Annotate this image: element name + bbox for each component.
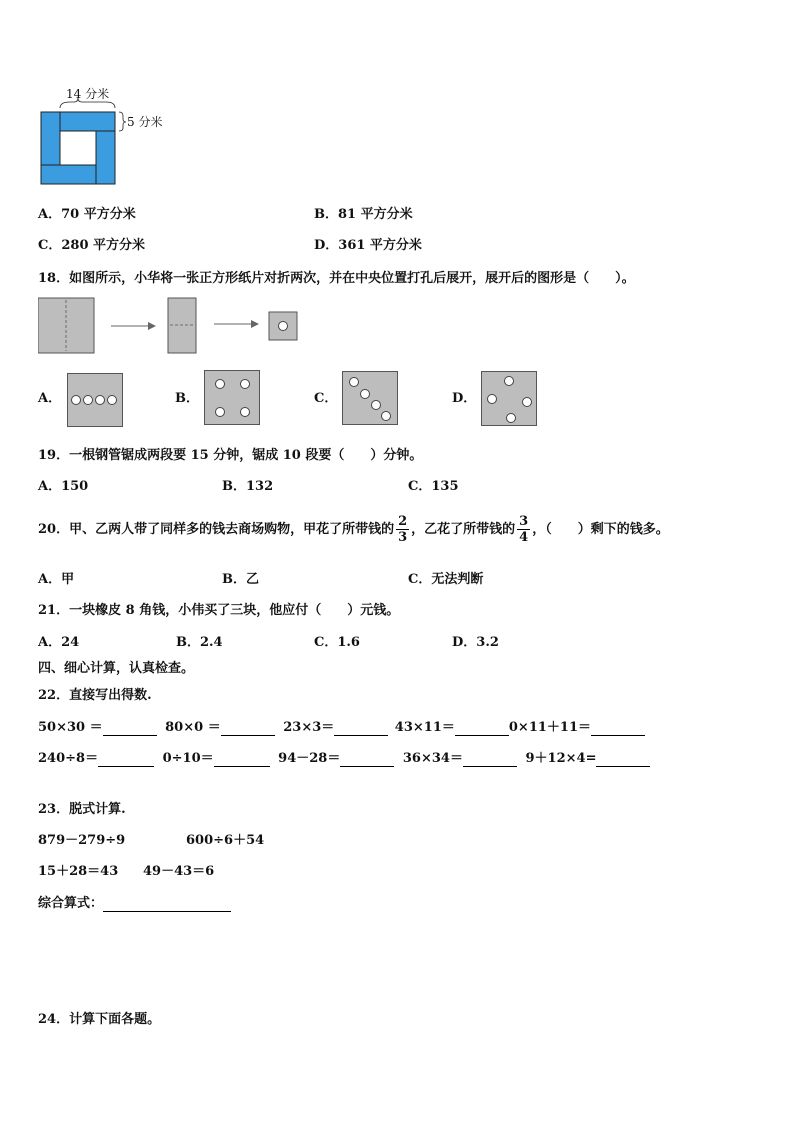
q20-fraction-1-numerator: 2 [398, 514, 408, 529]
q20-fraction-1-denominator: 3 [398, 530, 408, 545]
q18-option-c-figure[interactable] [342, 371, 398, 425]
dim-top-label: 14 分米 [66, 87, 110, 101]
q18-option-d-label[interactable]: D． [452, 391, 477, 406]
combined-formula-label: 综合算式： [38, 896, 104, 911]
dim-right-label: 5 分米 [127, 115, 163, 129]
q20-option-c[interactable]: C．无法判断 [408, 572, 484, 587]
q17-option-d[interactable]: D．361 平方分米 [314, 238, 422, 253]
answer-blank[interactable] [591, 721, 645, 736]
q20-option-b[interactable]: B．乙 [222, 572, 259, 587]
answer-blank[interactable] [98, 752, 154, 767]
q18-option-c-label[interactable]: C． [314, 391, 338, 406]
answer-blank[interactable] [455, 721, 509, 736]
q23-expr-3: 15＋28＝43 [38, 864, 119, 879]
q21-option-c[interactable]: C．1.6 [314, 635, 360, 650]
q19-question: 19．一根钢管锯成两段要 15 分钟，锯成 10 段要（ ）分钟。 [38, 448, 423, 463]
q22-expr: 240÷8＝ [38, 751, 99, 766]
q23-title: 23．脱式计算. [38, 802, 126, 817]
q22-expr: 23×3＝ [283, 720, 335, 735]
q21-question: 21．一块橡皮 8 角钱，小伟买了三块，他应付（ ）元钱。 [38, 603, 400, 618]
q22-row-1 [38, 720, 645, 736]
q20-fraction-1 [396, 514, 409, 545]
q21-option-a[interactable]: A．24 [38, 635, 80, 650]
q23-expr-1: 879－279÷9 [38, 833, 126, 848]
q18-option-d-figure[interactable] [481, 371, 537, 426]
q22-expr: 80×0 ＝ [165, 720, 221, 735]
q17-figure [36, 86, 166, 188]
q20-fraction-2-denominator: 4 [519, 530, 529, 545]
q22-row-2 [38, 751, 650, 767]
q23-expr-4: 49－43＝6 [143, 864, 215, 879]
q20-question [38, 514, 669, 545]
q22-title: 22．直接写出得数. [38, 688, 152, 703]
q20-fraction-2-numerator: 3 [519, 514, 529, 529]
q24-title: 24．计算下面各题。 [38, 1012, 161, 1027]
q21-option-d[interactable]: D．3.2 [452, 635, 499, 650]
q20-text-1: 20．甲、乙两人带了同样多的钱去商场购物，甲花了所带钱的 [38, 521, 395, 537]
q18-option-a-label[interactable]: A． [38, 391, 62, 406]
answer-blank[interactable] [214, 752, 270, 767]
q20-option-a[interactable]: A．甲 [38, 572, 75, 587]
q23-combined [38, 896, 231, 912]
q23-expr-2: 600÷6＋54 [186, 833, 265, 848]
combined-formula-blank[interactable] [103, 897, 231, 912]
q19-option-b[interactable]: B．132 [222, 479, 274, 494]
q17-option-c[interactable]: C．280 平方分米 [38, 238, 146, 253]
answer-blank[interactable] [463, 752, 517, 767]
q22-expr: 0÷10＝ [162, 751, 214, 766]
q17-option-b[interactable]: B．81 平方分米 [314, 207, 413, 222]
answer-blank[interactable] [340, 752, 394, 767]
q20-text-2: ，乙花了所带钱的 [411, 521, 516, 537]
q18-question: 18．如图所示，小华将一张正方形纸片对折两次，并在中央位置打孔后展开，展开后的图形是（ ）。 [38, 271, 635, 286]
q18-option-a-figure[interactable] [67, 373, 123, 427]
q20-text-3: ，（ ）剩下的钱多。 [532, 521, 669, 537]
q22-expr: 50×30 ＝ [38, 720, 103, 735]
section-4-heading: 四、细心计算，认真检查。 [38, 661, 195, 676]
q22-expr: 9＋12×4= [525, 751, 597, 766]
q21-option-b[interactable]: B．2.4 [176, 635, 223, 650]
q22-expr: 94－28＝ [278, 751, 341, 766]
q19-option-a[interactable]: A．150 [38, 479, 89, 494]
answer-blank[interactable] [221, 721, 275, 736]
q19-option-c[interactable]: C．135 [408, 479, 459, 494]
q18-option-b-figure[interactable] [204, 370, 260, 425]
q22-expr: 36×34＝ [402, 751, 463, 766]
answer-blank[interactable] [596, 752, 650, 767]
q18-folding-steps [38, 296, 308, 356]
q20-fraction-2 [517, 514, 530, 545]
answer-blank[interactable] [103, 721, 157, 736]
q17-option-a[interactable]: A．70 平方分米 [38, 207, 136, 222]
q22-expr: 0×11＋11＝ [508, 720, 591, 735]
q22-expr: 43×11＝ [394, 720, 455, 735]
q18-option-b-label[interactable]: B． [175, 391, 199, 406]
answer-blank[interactable] [334, 721, 388, 736]
